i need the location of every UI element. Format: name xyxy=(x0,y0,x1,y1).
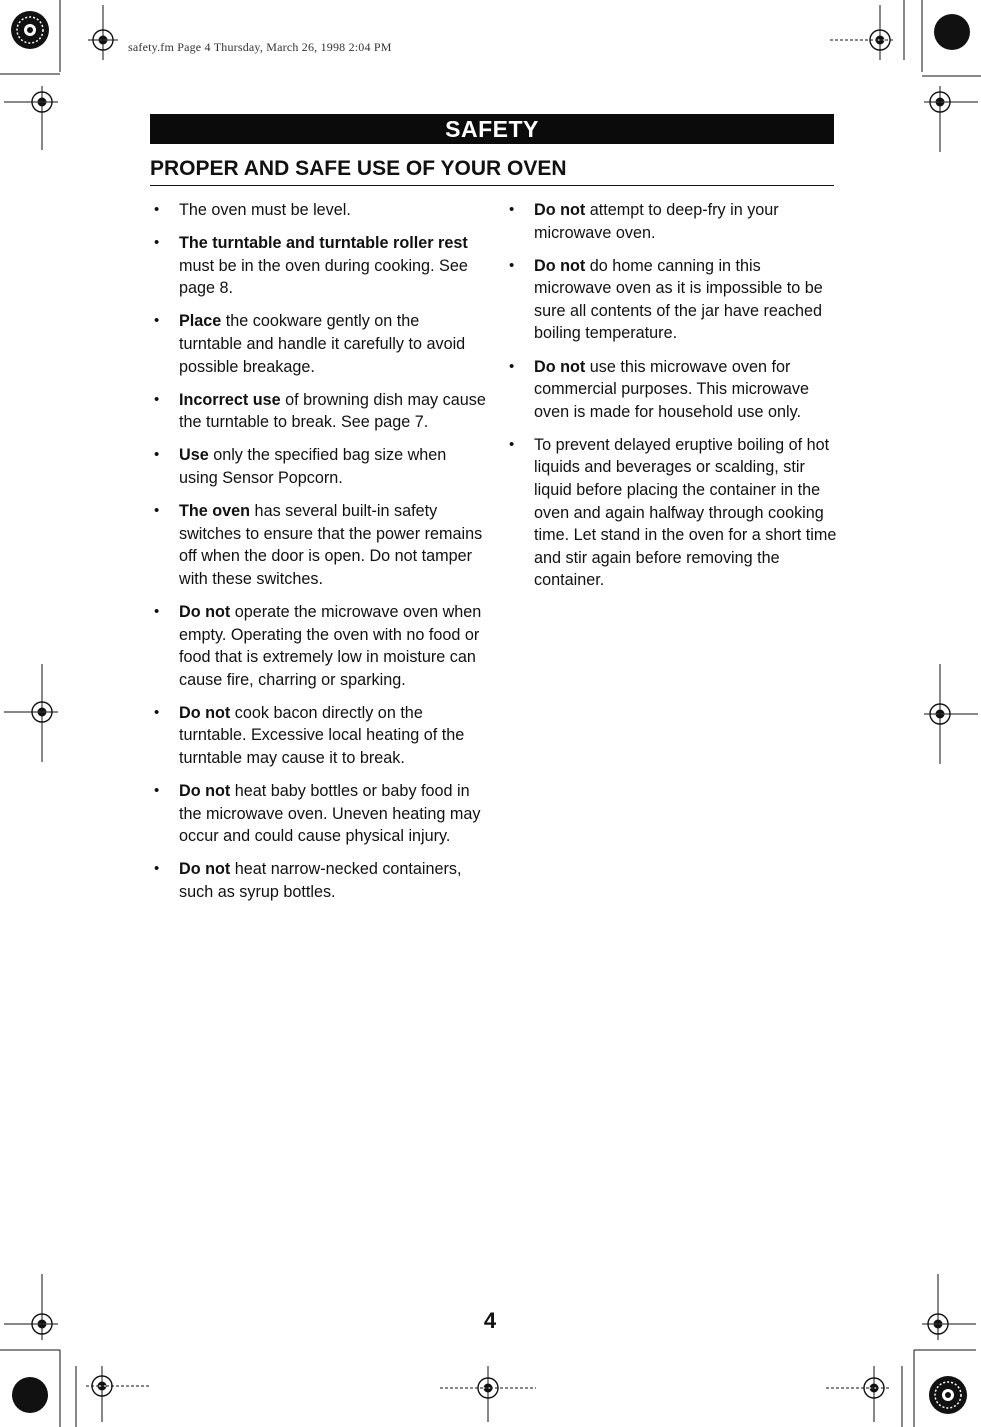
item-emphasis: Do not xyxy=(534,201,586,219)
section-title-bar: SAFETY xyxy=(150,114,834,144)
crosshair-bottom-left xyxy=(86,1366,150,1422)
item-emphasis: Do not xyxy=(534,357,586,376)
item-text: has several built-in safety switches to ensure that the power remains off when the door is open. Do not tamper with these switches. xyxy=(179,502,483,588)
item-text: operate the microwave oven when empty. Operating the oven with no food or food that is extremely low in moisture can cause fire, charring or sparking. xyxy=(179,602,482,689)
item-emphasis: The turntable and turntable roller rest xyxy=(179,234,468,253)
page-number: 4 xyxy=(483,1308,497,1333)
item-emphasis: Do not xyxy=(179,860,231,879)
crosshair-lower-right xyxy=(922,1274,976,1340)
item-emphasis: Incorrect use xyxy=(179,390,281,409)
item-emphasis: The oven xyxy=(179,502,251,521)
crosshair-upper-left xyxy=(4,86,58,150)
dot-mark-top-right xyxy=(934,14,970,50)
item-emphasis: Use xyxy=(179,446,209,465)
page-subtitle: PROPER AND SAFE USE OF YOUR OVEN xyxy=(150,156,834,186)
item-text: attempt to deep-fry in your microwave oven. xyxy=(534,201,779,242)
item-text: do home canning in this microwave oven as it is impossible to be sure all contents of the jar have reached boiling temperature. xyxy=(534,256,823,343)
crosshair-bottom-right xyxy=(826,1366,890,1422)
item-emphasis: Do not xyxy=(179,782,231,801)
item-text: the cookware gently on the turntable and handle it carefully to avoid possible breakage. xyxy=(179,312,466,376)
crosshair-bottom-center xyxy=(440,1366,536,1422)
item-text: To prevent delayed eruptive boiling of hot liquids and beverages or scalding, stir liquid before placing the container in the oven and again halfway through cooking time. Let stand in the oven for a short time and stir again before removing the container. xyxy=(534,435,837,590)
item-text: use this microwave oven for commercial purposes. This microwave oven is made for household use only. xyxy=(534,357,809,421)
starburst-mark-top-left xyxy=(11,11,49,49)
dot-mark-bottom-left xyxy=(12,1377,48,1413)
item-emphasis: Place xyxy=(179,312,222,331)
item-text: heat narrow-necked containers, such as syrup bottles. xyxy=(179,860,462,901)
item-emphasis: Do not xyxy=(179,703,231,722)
crosshair-top-left xyxy=(88,5,118,60)
crosshair-middle-left xyxy=(4,664,58,762)
crosshair-lower-left xyxy=(4,1274,58,1340)
item-text: cook bacon directly on the turntable. Excessive local heating of the turntable may cause it to break. xyxy=(179,703,465,767)
item-text: must be in the oven during cooking. See page 8. xyxy=(179,256,468,298)
item-emphasis: Do not xyxy=(534,256,586,275)
item-emphasis: Do not xyxy=(179,602,231,621)
item-text: The oven must be level. xyxy=(179,201,351,219)
item-text: of browning dish may cause the turntable to break. See page 7. xyxy=(179,390,486,432)
item-text: only the specified bag size when using Sensor Popcorn. xyxy=(179,446,447,487)
item-text: heat baby bottles or baby food in the microwave oven. Uneven heating may occur and could cause physical injury. xyxy=(179,782,481,846)
file-info-header: safety.fm Page 4 Thursday, March 26, 1998 2:04 PM xyxy=(128,40,392,54)
crosshair-upper-right xyxy=(924,86,978,152)
crosshair-top-right xyxy=(830,5,895,60)
crosshair-middle-right xyxy=(924,664,978,764)
starburst-mark-bottom-right xyxy=(929,1376,967,1414)
